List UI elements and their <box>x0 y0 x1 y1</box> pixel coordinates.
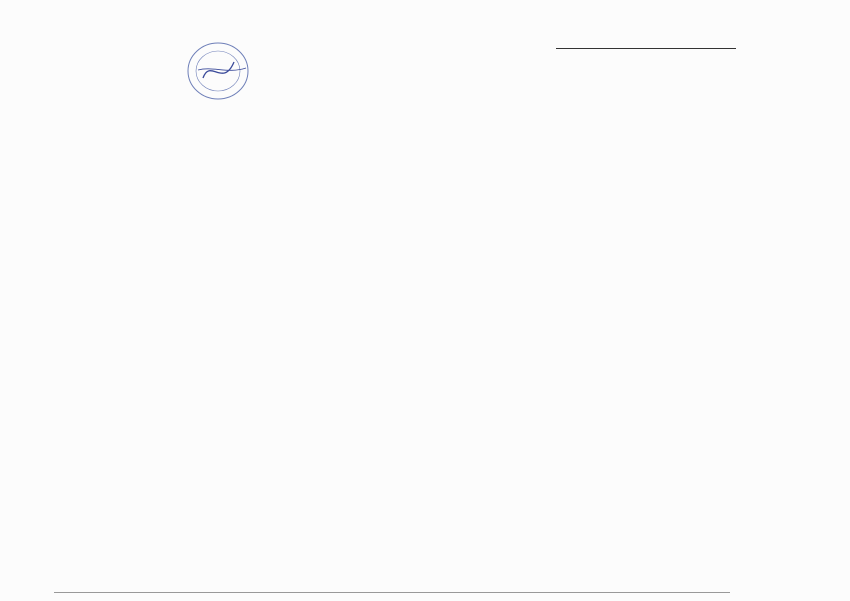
table-bottom-edge <box>54 592 730 593</box>
deputy-name <box>556 48 736 49</box>
round-seal-stamp-icon <box>168 40 268 102</box>
header-right <box>556 45 736 52</box>
